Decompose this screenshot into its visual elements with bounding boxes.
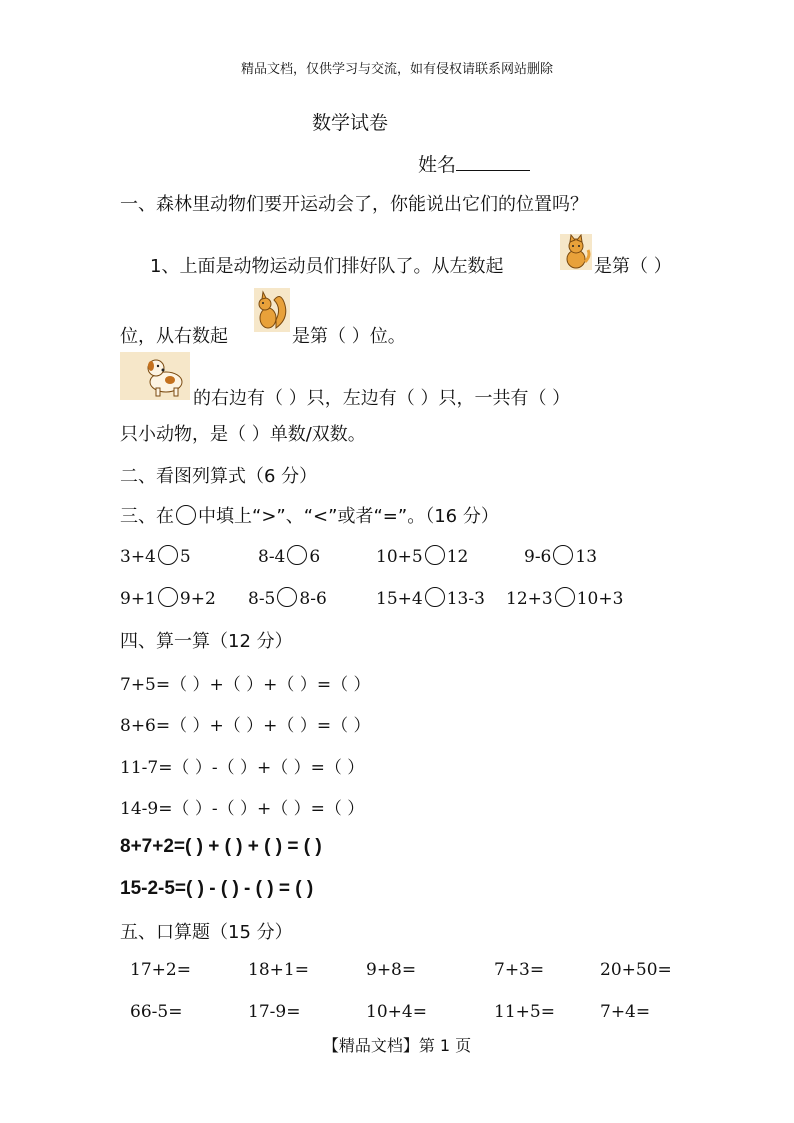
answer-circle[interactable] [425, 545, 445, 565]
section4-heading: 四、算一算（12 分） [120, 631, 293, 652]
compare-item: 12+3 10+3 [506, 589, 624, 609]
mental-item: 7+4= [600, 1002, 651, 1022]
answer-circle[interactable] [277, 587, 297, 607]
mental-item: 7+3= [494, 960, 545, 980]
calc-line: 8+7+2=( ) + ( ) + ( ) = ( ) [120, 836, 322, 857]
answer-circle[interactable] [553, 545, 573, 565]
compare-item: 9+1 9+2 [120, 589, 216, 609]
answer-circle[interactable] [158, 545, 178, 565]
compare-item: 15+4 13-3 [376, 589, 485, 609]
answer-circle[interactable] [158, 587, 178, 607]
mental-item: 11+5= [494, 1002, 555, 1022]
squirrel-icon [254, 288, 290, 332]
q1-text-c: 位，从右数起 [120, 326, 228, 347]
calc-line: 14-9=（ ）-（ ）+（ ）=（ ） [120, 799, 365, 819]
cat-icon [560, 234, 592, 270]
page-title: 数学试卷 [312, 112, 389, 134]
q1-text-d: 是第（ ）位。 [292, 326, 406, 347]
q1-text-b: 是第（ ） [594, 256, 672, 277]
q1-text-e: 的右边有（ ）只，左边有（ ）只，一共有（ ） [193, 388, 571, 409]
answer-circle[interactable] [287, 545, 307, 565]
section3-heading [120, 502, 499, 528]
calc-line: 11-7=（ ）-（ ）+（ ）=（ ） [120, 758, 365, 778]
mental-item: 9+8= [366, 960, 417, 980]
compare-item: 3+4 5 [120, 547, 191, 567]
calc-line: 8+6=（ ）+（ ）+（ ）=（ ） [120, 716, 371, 736]
q1-text-f: 只小动物，是（ ）单数/双数。 [120, 424, 366, 445]
mental-item: 17-9= [248, 1002, 301, 1022]
section2-heading: 二、看图列算式（6 分） [120, 466, 318, 487]
compare-circle-icon [176, 505, 196, 525]
page-footer: 【精品文档】第 1 页 [322, 1036, 472, 1055]
name-field [418, 150, 530, 177]
compare-item: 8-4 6 [258, 547, 321, 567]
name-blank[interactable] [456, 152, 530, 171]
answer-circle[interactable] [555, 587, 575, 607]
q1-text-a: 1、上面是动物运动员们排好队了。从左数起 [150, 256, 504, 277]
page-header: 精品文档，仅供学习与交流，如有侵权请联系网站删除 [240, 62, 553, 77]
calc-line: 15-2-5=( ) - ( ) - ( ) = ( ) [120, 878, 314, 899]
mental-item: 17+2= [130, 960, 191, 980]
section3-heading-a: 三、在 [120, 506, 174, 527]
mental-item: 20+50= [600, 960, 672, 980]
compare-item: 9-6 13 [524, 547, 598, 567]
section5-heading: 五、口算题（15 分） [120, 922, 293, 943]
name-label: 姓名 [418, 154, 457, 176]
compare-item: 8-5 8-6 [248, 589, 327, 609]
mental-item: 66-5= [130, 1002, 183, 1022]
dog-icon [120, 352, 190, 400]
compare-item: 10+5 12 [376, 547, 469, 567]
answer-circle[interactable] [425, 587, 445, 607]
section3-heading-b: 中填上“>”、“<”或者“=”。（16 分） [198, 506, 499, 527]
mental-item: 10+4= [366, 1002, 427, 1022]
mental-item: 18+1= [248, 960, 309, 980]
calc-line: 7+5=（ ）+（ ）+（ ）=（ ） [120, 675, 371, 695]
section1-heading: 一、森林里动物们要开运动会了，你能说出它们的位置吗？ [120, 194, 588, 215]
